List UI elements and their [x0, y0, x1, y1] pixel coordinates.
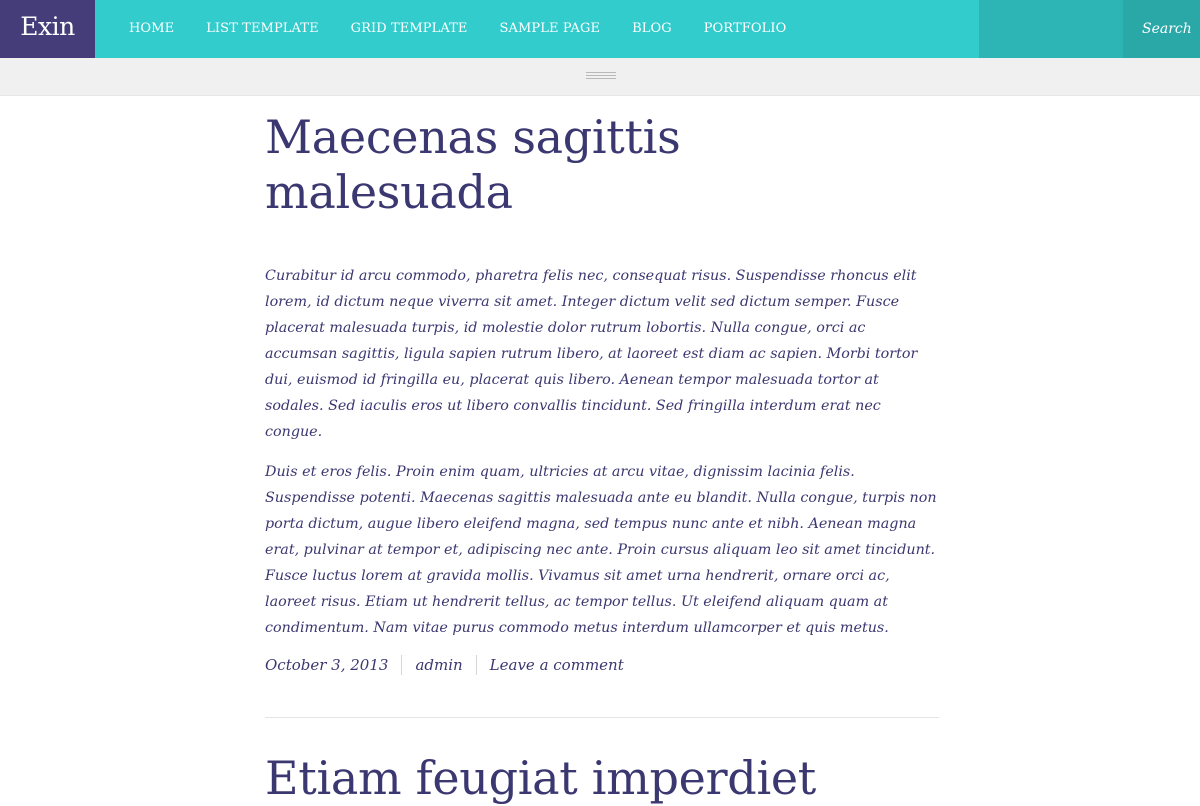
nav-item-blog[interactable]: BLOG [632, 21, 672, 36]
nav-item-grid-template[interactable]: GRID TEMPLATE [350, 21, 468, 36]
post-title[interactable]: Etiam feugiat imperdiet [265, 751, 816, 805]
menu-handle-icon[interactable] [586, 72, 616, 82]
nav-item-home[interactable]: HOME [129, 21, 175, 36]
post-paragraph: Curabitur id arcu commodo, pharetra felis nec, consequat risus. Suspendisse rhoncus elit lorem, id dictum neque viverra sit amet. Integer dictum velit sed dictum semper. Fusce placerat malesuada turpis, id molestie dolor rutrum lobortis. Nulla congue, orci ac accumsan sagittis, ligula sapien rutrum libero, at laoreet est diam ac sapien. Morbi tortor dui, euismod id fringilla eu, placerat quis libero. Aenean tempor malesuada tortor at sodales. Sed iaculis eros ut libero convallis tincidunt. Sed fringilla interdum erat nec congue. [265, 268, 918, 440]
search-input[interactable]: Search [1123, 0, 1200, 58]
post-article [265, 751, 939, 806]
nav-item-portfolio[interactable]: PORTFOLIO [703, 21, 787, 36]
search-area[interactable] [979, 0, 1123, 58]
post-paragraph: Duis et eros felis. Proin enim quam, ultricies at arcu vitae, dignissim lacinia felis. Suspendisse potenti. Maecenas sagittis malesuada ante eu blandit. Nulla congue, turpis non porta dictum, augue libero eleifend magna, sed tempus nunc ante et nibh. Aenean magna erat, pulvinar at tempor et, adipiscing nec ante. Proin cursus aliquam leo sit amet tincidunt. Fusce luctus lorem at gravida mollis. Vivamus sit amet urna hendrerit, ornare orci ac, laoreet risus. Etiam ut hendrerit tellus, ac tempor tellus. Ut eleifend aliquam quam at condimentum. Nam vitae purus commodo metus interdum ullamcorper et quis metus. [265, 464, 937, 636]
post-divider [265, 717, 939, 718]
nav-item-list-template[interactable]: LIST TEMPLATE [206, 21, 319, 36]
main-menu [113, 0, 802, 58]
post-body [265, 263, 939, 641]
main-content [265, 110, 939, 806]
post-date-link[interactable]: October 3, 2013 [265, 656, 389, 674]
post-meta [265, 655, 939, 675]
post-title[interactable]: Maecenas sagittis malesuada [265, 110, 681, 219]
site-logo[interactable]: Exin [0, 0, 95, 58]
sidebar-toggle-bar[interactable] [0, 58, 1200, 96]
leave-comment-link[interactable]: Leave a comment [476, 655, 637, 675]
post-article [265, 110, 939, 675]
nav-item-sample-page[interactable]: SAMPLE PAGE [499, 21, 601, 36]
top-navigation-bar [0, 0, 1200, 58]
post-author-link[interactable]: admin [401, 655, 475, 675]
